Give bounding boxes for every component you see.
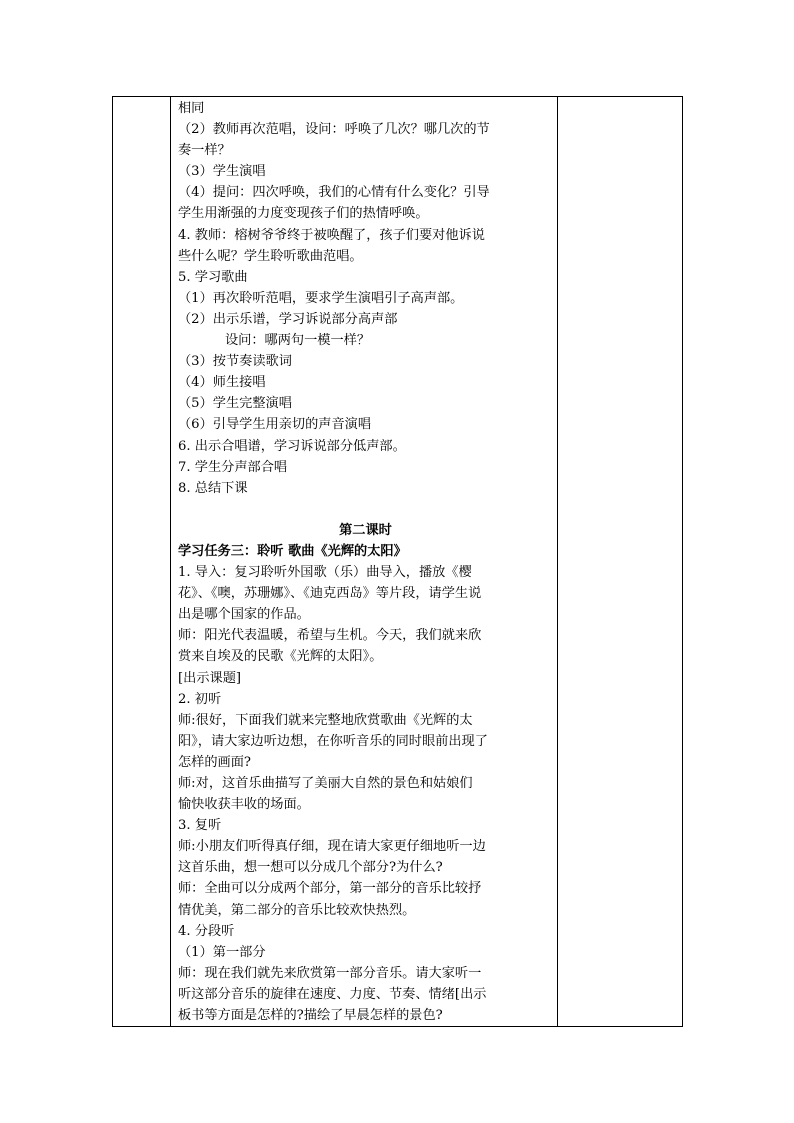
text-line: 7. 学生分声部合唱 <box>178 459 288 475</box>
task-heading: 学习任务三：聆听 歌曲《光辉的太阳》 <box>178 543 407 559</box>
text-line: 1. 导入：复习聆听外国歌（乐）曲导入，播放《樱 <box>178 565 472 581</box>
text-line: （2）出示乐谱，学习诉说部分高声部 <box>178 311 398 327</box>
text-line: 赏来自埃及的民歌《光辉的太阳》。 <box>178 649 383 665</box>
blank-line <box>178 499 553 520</box>
table-row <box>113 97 683 1027</box>
text-line: （5）学生完整演唱 <box>178 396 292 412</box>
text-line: 师：现在我们就先来欣赏第一部分音乐。请大家听一 <box>178 965 482 981</box>
text-line: 设问：哪两句一模一样？ <box>225 333 371 349</box>
text-line: （1）再次聆听范唱，要求学生演唱引子高声部。 <box>178 290 464 306</box>
text-line: 8. 总结下课 <box>178 480 248 496</box>
text-line: 板书等方面是怎样的?描绘了早晨怎样的景色? <box>178 1008 443 1024</box>
text-line: 师：全曲可以分成两个部分，第一部分的音乐比较抒 <box>178 881 482 897</box>
text-line: 师：阳光代表温暖，希望与生机。今天，我们就来欣 <box>178 628 482 644</box>
text-line: 相同 <box>178 101 205 116</box>
text-line: 花》、《噢，苏珊娜》、《迪克西岛》等片段，请学生说 <box>178 586 482 602</box>
text-line: 听这部分音乐的旋律在速度、力度、节奏、情绪[出示 <box>178 986 487 1002</box>
text-line: 这首乐曲，想一想可以分成几个部分?为什么? <box>178 860 443 876</box>
text-line: 4. 教师：榕树爷爷终于被唤醒了，孩子们要对他诉说 <box>178 227 485 243</box>
text-line: 6. 出示合唱谱，学习诉说部分低声部。 <box>178 438 406 454</box>
text-line: 2. 初听 <box>178 691 222 707</box>
text-line: （3）按节奏读歌词 <box>178 354 292 370</box>
text-line: 师:很好，下面我们就来完整地欣赏歌曲《光辉的太 <box>178 712 473 728</box>
text-line: 情优美，第二部分的音乐比较欢快热烈。 <box>178 902 416 918</box>
text-line: 学生用渐强的力度变现孩子们的热情呼唤。 <box>178 206 429 222</box>
text-line: 师:对，这首乐曲描写了美丽大自然的景色和姑娘们 <box>178 776 473 791</box>
text-line: 怎样的画面? <box>178 754 252 770</box>
text-line: 出是哪个国家的作品。 <box>178 607 310 623</box>
text-line: （4）提问：四次呼唤，我们的心情有什么变化？引导 <box>178 185 490 201</box>
content-column-cell <box>171 97 558 1027</box>
left-column-cell <box>113 97 171 1027</box>
lesson-content <box>171 97 557 1026</box>
text-line: 愉快收获丰收的场面。 <box>178 797 310 813</box>
text-line: 阳》，请大家边听边想，在你听音乐的同时眼前出现了 <box>178 733 488 749</box>
text-line: （6）引导学生用亲切的声音演唱 <box>178 417 372 433</box>
text-line: （1）第一部分 <box>178 944 266 960</box>
text-line: （4）师生接唱 <box>178 375 266 391</box>
text-line: （3）学生演唱 <box>178 164 266 180</box>
text-line: （2）教师再次范唱，设问：呼唤了几次？哪几次的节 <box>178 122 490 138</box>
text-line: 师:小朋友们听得真仔细，现在请大家更仔细地听一边 <box>178 839 486 855</box>
text-line: [出示课题] <box>178 670 242 686</box>
text-line: 5. 学习歌曲 <box>178 269 248 285</box>
text-line: 奏一样？ <box>178 143 231 159</box>
right-column-cell <box>558 97 683 1027</box>
text-line: 3. 复听 <box>178 818 222 834</box>
text-line: 些什么呢？学生聆听歌曲范唱。 <box>178 248 363 264</box>
section-title: 第二课时 <box>339 522 392 538</box>
lesson-plan-table <box>112 96 683 1027</box>
text-line: 4. 分段听 <box>178 923 235 939</box>
